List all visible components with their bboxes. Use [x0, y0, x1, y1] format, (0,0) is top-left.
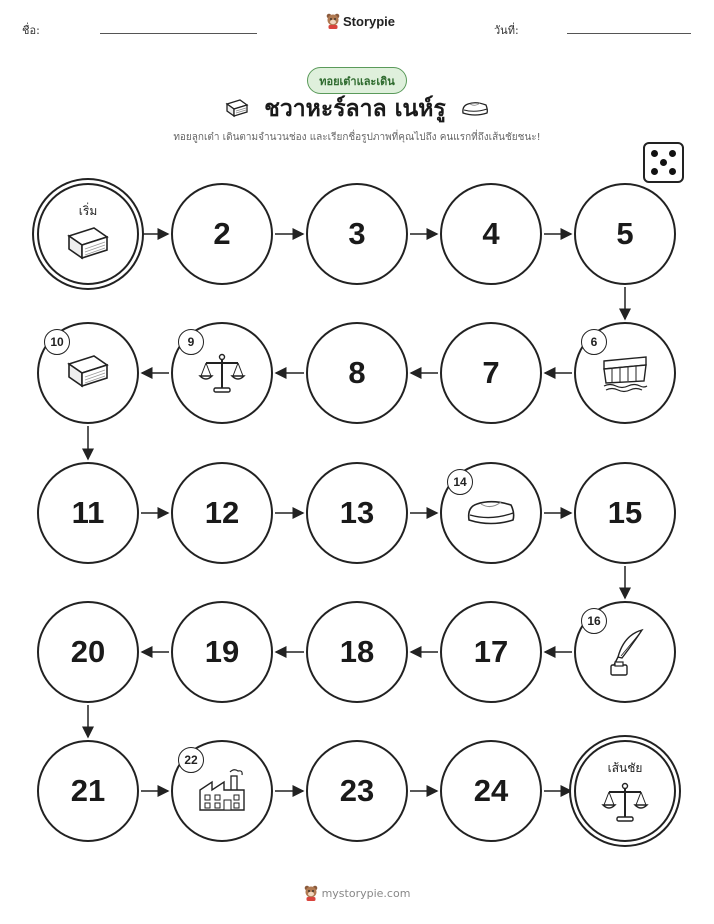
board-cell-18[interactable] — [306, 601, 408, 703]
cell-number-badge: 10 — [44, 329, 70, 355]
board-cell-3[interactable] — [306, 183, 408, 285]
board-cell-7[interactable] — [440, 322, 542, 424]
cell-label: เส้นชัย — [607, 760, 643, 775]
name-label: ชื่อ: — [22, 24, 40, 37]
cell-number: 21 — [70, 773, 106, 808]
cell-number: 17 — [473, 634, 509, 669]
bear-mascot-icon — [304, 885, 318, 901]
cell-number: 7 — [482, 355, 500, 390]
scales-icon — [601, 780, 649, 824]
cell-number: 4 — [482, 216, 500, 251]
board-cell-9[interactable] — [171, 322, 273, 424]
cell-number-badge: 16 — [581, 608, 607, 634]
cell-number: 18 — [339, 634, 375, 669]
board-cell-10[interactable] — [37, 322, 139, 424]
cell-label: เริ่ม — [78, 203, 98, 218]
board-cell-19[interactable] — [171, 601, 273, 703]
board-cell-4[interactable] — [440, 183, 542, 285]
cell-number: 8 — [348, 355, 366, 390]
cell-number-badge: 14 — [447, 469, 473, 495]
board-cell-17[interactable] — [440, 601, 542, 703]
board-cell-23[interactable] — [306, 740, 408, 842]
board-cell-12[interactable] — [171, 462, 273, 564]
board-cell-15[interactable] — [574, 462, 676, 564]
footer-url[interactable]: mystorypie.com — [321, 886, 411, 900]
cell-number-badge: 9 — [178, 329, 204, 355]
board-cell-21[interactable] — [37, 740, 139, 842]
cell-number: 15 — [607, 495, 643, 530]
date-label: วันที่: — [494, 24, 519, 37]
cell-number: 11 — [71, 495, 105, 530]
cell-number: 2 — [213, 216, 231, 251]
cell-number: 19 — [204, 634, 240, 669]
cell-number-badge: 22 — [178, 747, 204, 773]
nehru-cap-icon — [464, 493, 518, 533]
board-cell-11[interactable] — [37, 462, 139, 564]
board-cell-2[interactable] — [171, 183, 273, 285]
board-cell-16[interactable] — [574, 601, 676, 703]
finish-cell[interactable] — [574, 740, 676, 842]
board-cell-8[interactable] — [306, 322, 408, 424]
board-cell-5[interactable] — [574, 183, 676, 285]
footer — [0, 885, 714, 901]
cell-number: 20 — [70, 634, 106, 669]
instructions: ทอยลูกเต๋า เดินตามจำนวนช่อง และเรียกชื่อรูปภาพที่คุณไปถึง คนแรกที่ถึงเส้นชัยชนะ! — [173, 132, 541, 143]
cell-number: 23 — [339, 773, 375, 808]
game-type-badge: ทอยเต๋าและเดิน — [307, 67, 407, 94]
scales-icon — [198, 351, 246, 395]
dam-icon — [600, 351, 650, 395]
cell-number: 13 — [339, 495, 375, 530]
book-icon — [64, 223, 112, 267]
board-cell-6[interactable] — [574, 322, 676, 424]
brand-name: Storypie — [343, 13, 396, 29]
cell-number: 24 — [473, 773, 509, 808]
cell-number-badge: 6 — [581, 329, 607, 355]
board-cell-14[interactable] — [440, 462, 542, 564]
board-cell-13[interactable] — [306, 462, 408, 564]
book-icon — [64, 351, 112, 395]
start-cell[interactable] — [37, 183, 139, 285]
board-cell-22[interactable] — [171, 740, 273, 842]
board-cell-24[interactable] — [440, 740, 542, 842]
page-title: ชวาหะร์ลาล เนห์รู — [264, 96, 446, 122]
board-cell-20[interactable] — [37, 601, 139, 703]
cell-number: 12 — [204, 495, 240, 530]
cell-number: 5 — [616, 216, 634, 251]
quill-ink-icon — [602, 627, 648, 677]
cell-number: 3 — [348, 216, 366, 251]
factory-icon — [196, 768, 248, 814]
